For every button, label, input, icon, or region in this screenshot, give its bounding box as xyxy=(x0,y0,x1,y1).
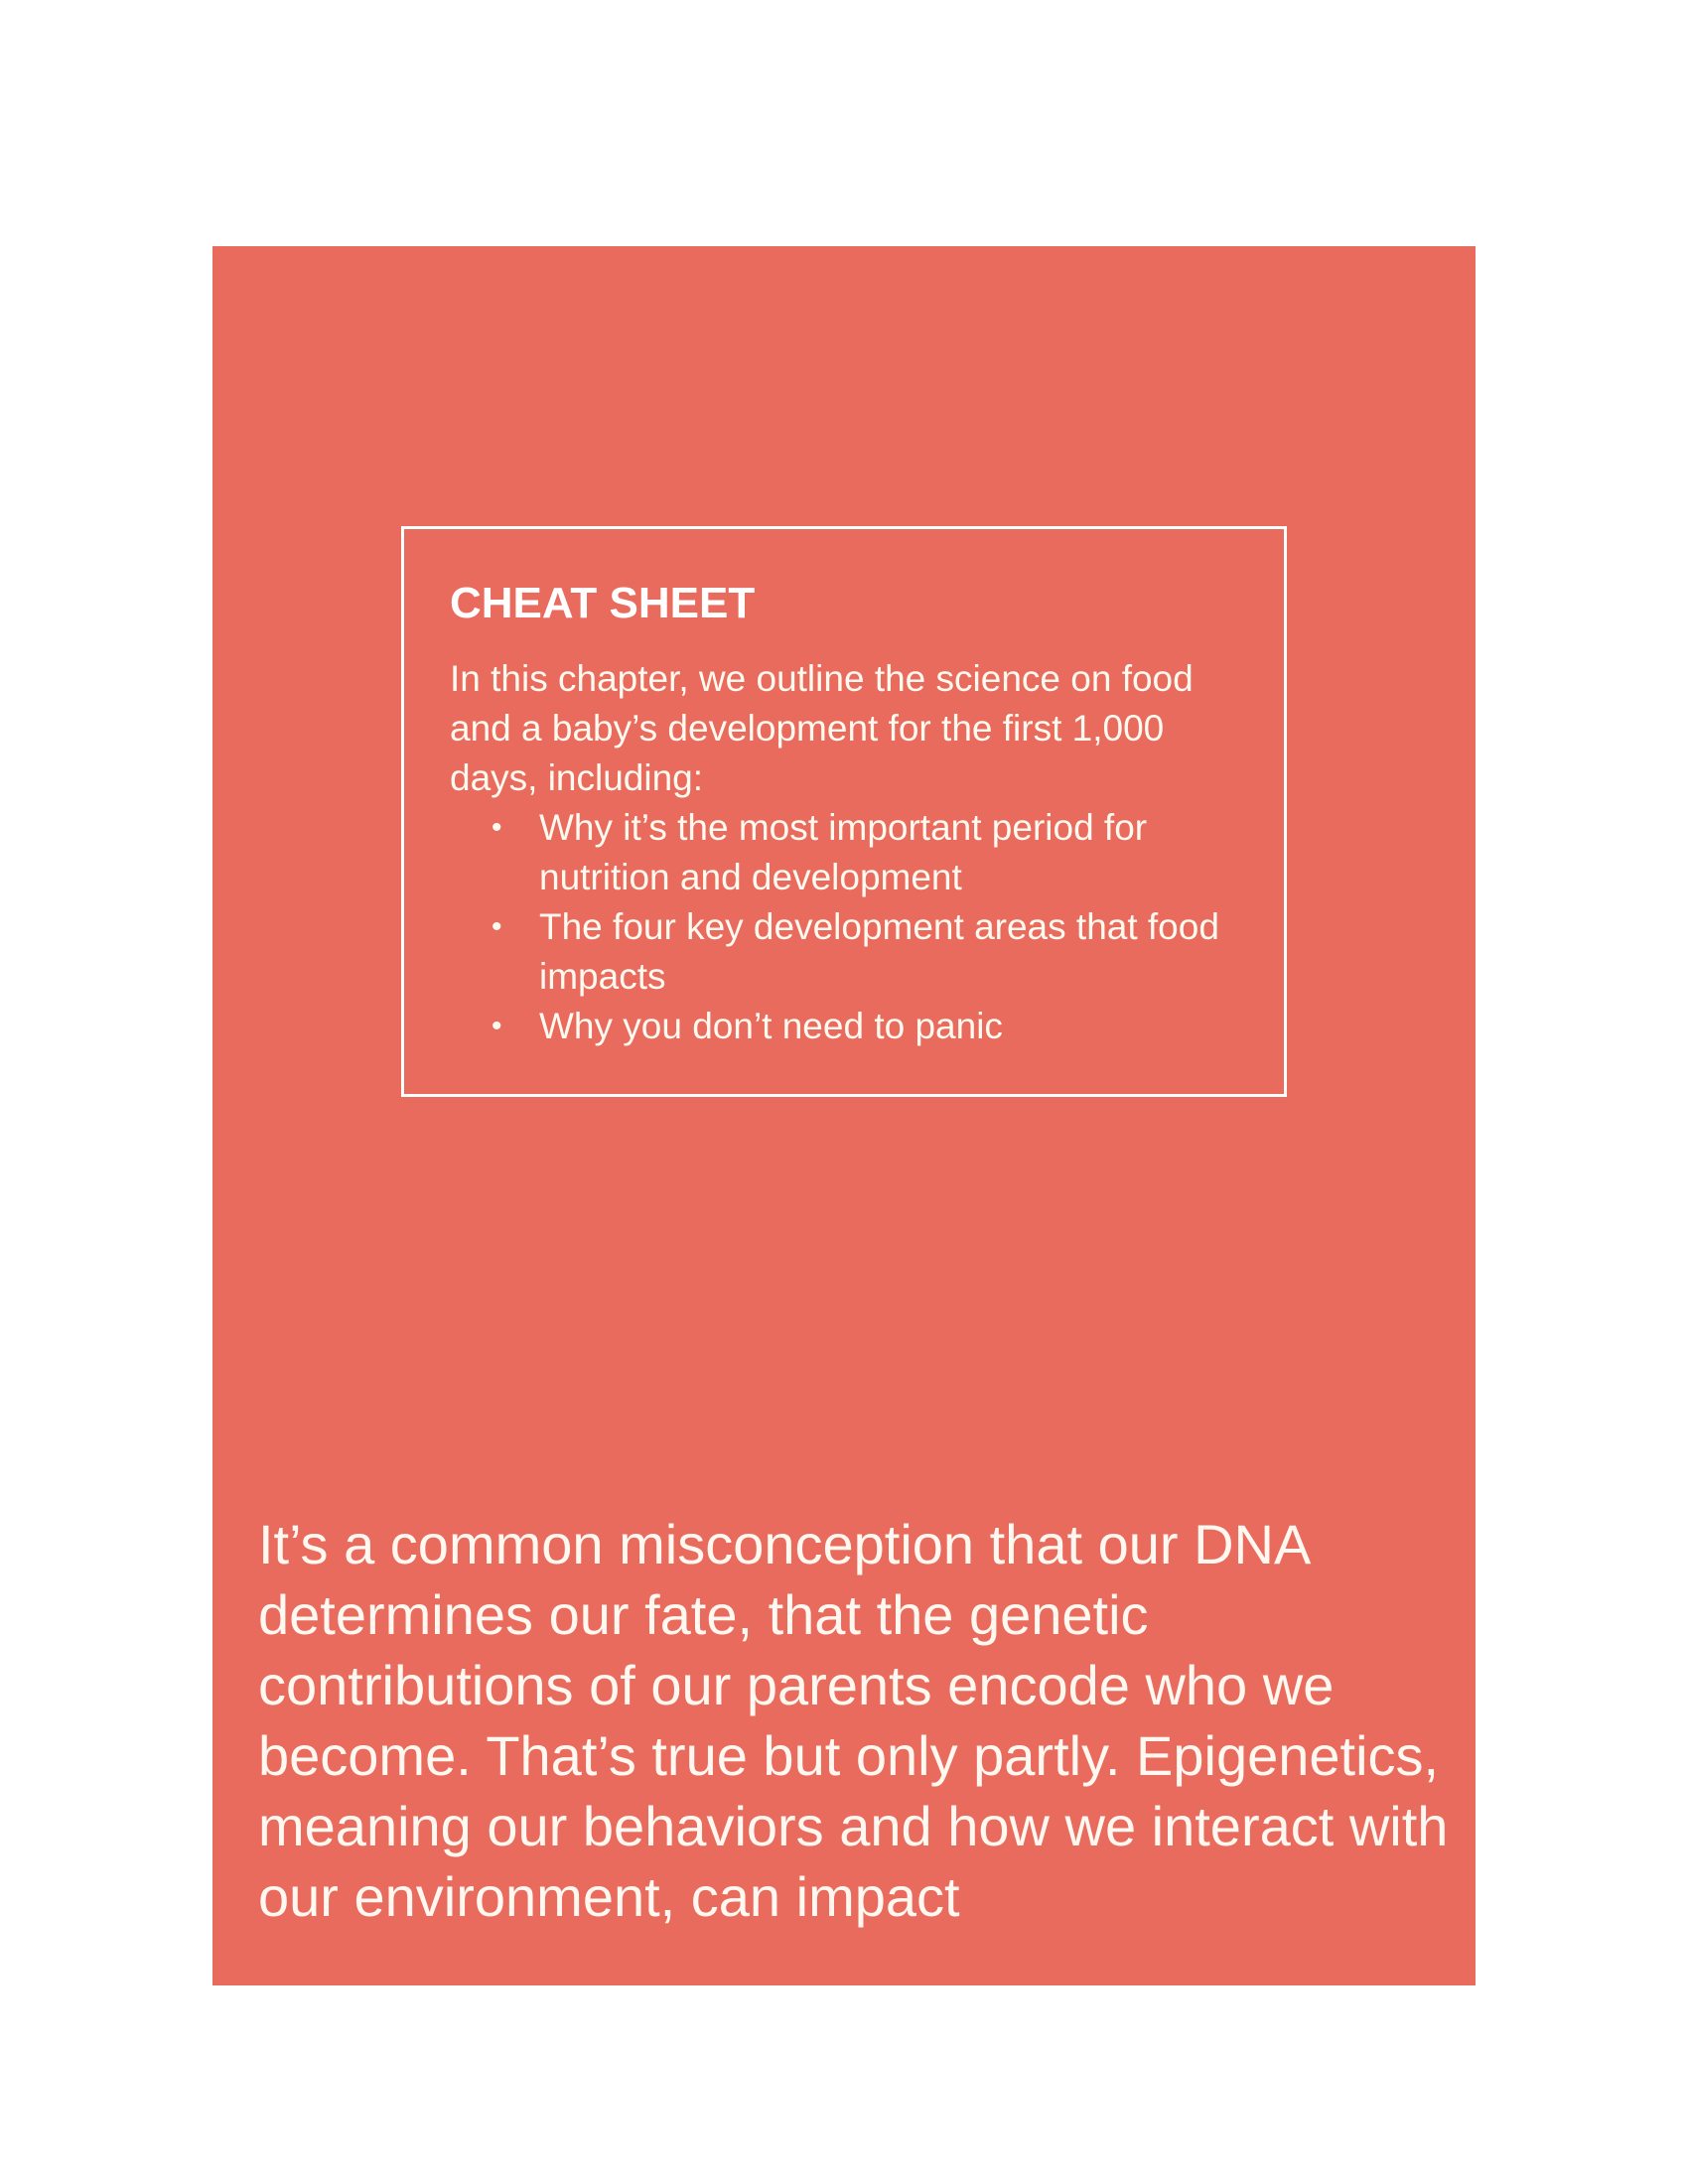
bullet-icon: • xyxy=(492,1010,502,1042)
bullet-icon: • xyxy=(492,811,502,844)
list-item-text: Why you don’t need to panic xyxy=(539,1006,1003,1046)
cheat-sheet-list xyxy=(450,803,1238,1051)
list-item-text: Why it’s the most important period for nutrition and development xyxy=(539,807,1148,897)
chapter-panel xyxy=(212,246,1476,1985)
cheat-sheet-title: CHEAT SHEET xyxy=(450,579,756,627)
cheat-sheet-box xyxy=(401,526,1287,1097)
list-item xyxy=(450,1002,1238,1051)
bullet-icon: • xyxy=(492,910,502,943)
body-paragraph: It’s a common misconception that our DNA determines our fate, that the genetic contributions of our parents encode who we become. That’s true but only partly. Epigenetics, meaning our behaviors and how we interact with our environment, can impact xyxy=(258,1513,1449,1928)
list-item-text: The four key development areas that food impacts xyxy=(539,906,1219,997)
list-item xyxy=(450,803,1238,902)
cheat-sheet-intro: In this chapter, we outline the science on food and a baby’s development for the first 1,000 days, including: xyxy=(450,658,1194,798)
list-item xyxy=(450,902,1238,1002)
